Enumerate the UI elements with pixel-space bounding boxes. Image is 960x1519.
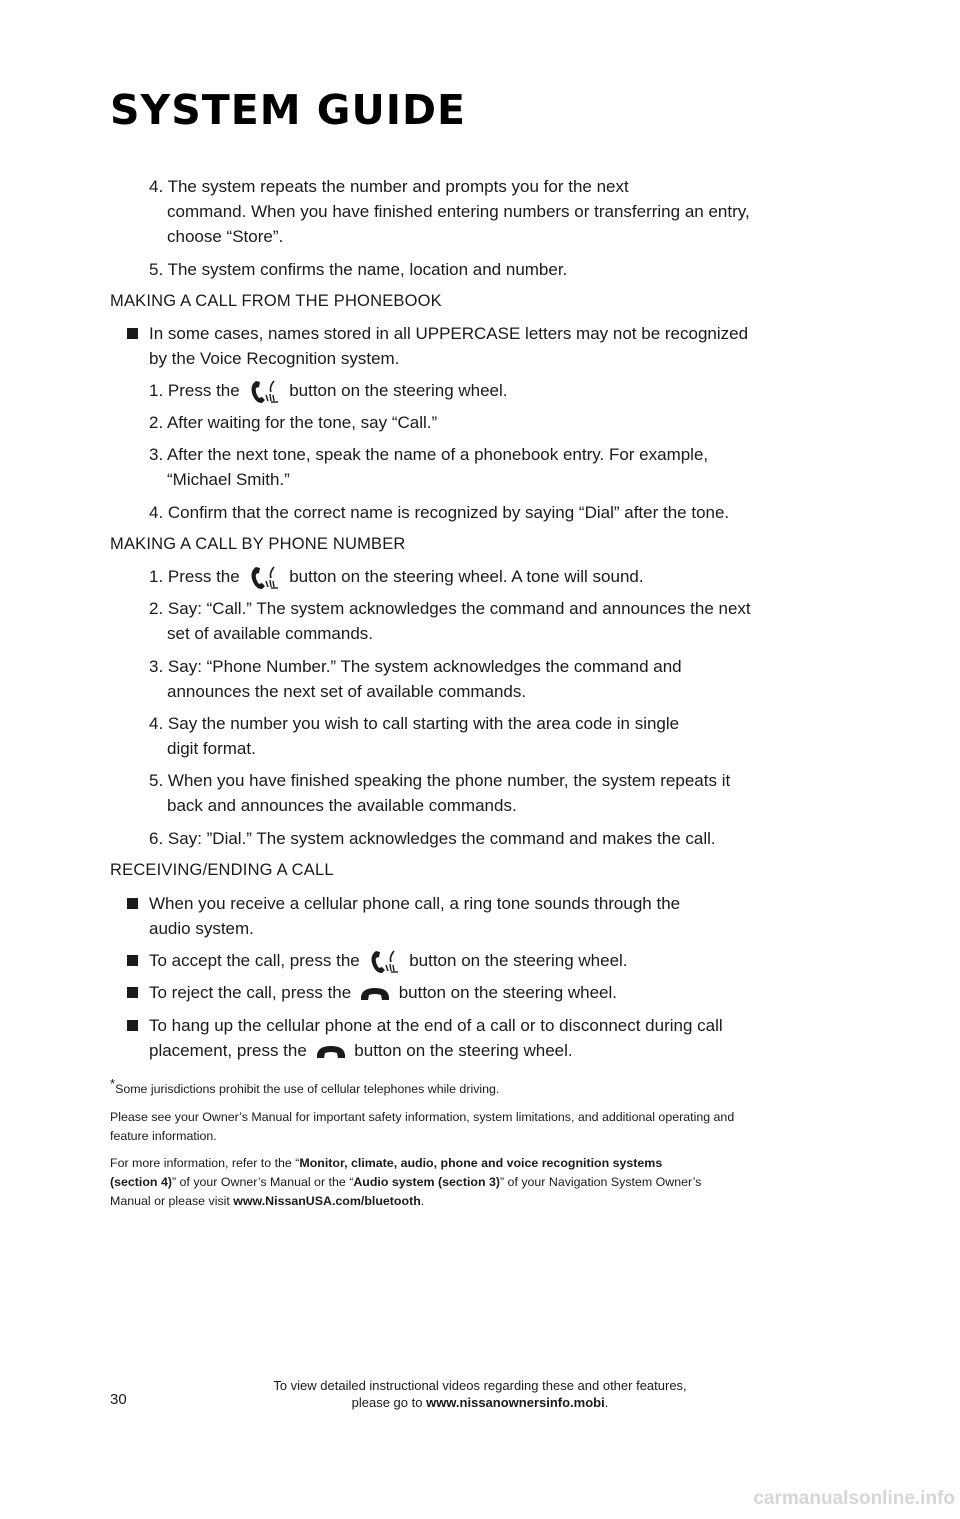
receiving-bullet-3: [149, 980, 617, 1005]
phonebook-step-2: 2. After waiting for the tone, say “Call.”: [149, 413, 438, 432]
phone-number-step-2-line2: set of available commands.: [167, 624, 373, 643]
receiving-bullet-1-line2: audio system.: [149, 919, 254, 938]
note-text: ” of your Owner’s Manual or the “: [171, 1175, 354, 1189]
bullet-marker: [127, 955, 138, 966]
phone-number-step-2-line1: 2. Say: “Call.” The system acknowledges the command and announces the next: [149, 599, 751, 618]
phone-number-step-6: 6. Say: ”Dial.” The system acknowledges the command and makes the call.: [149, 829, 716, 848]
phone-number-step-4-line2: digit format.: [167, 739, 256, 758]
footer-line2: [0, 1394, 960, 1411]
phonebook-step-3-line2: “Michael Smith.”: [167, 470, 290, 489]
step-text: 1. Press the: [149, 567, 240, 586]
phonebook-step-3-line1: 3. After the next tone, speak the name of a phonebook entry. For example,: [149, 445, 709, 464]
note-bold: Audio system (section 3): [353, 1175, 500, 1189]
bullet-text: button on the steering wheel.: [409, 951, 628, 970]
bullet-marker: [127, 898, 138, 909]
phone-number-step-5-line2: back and announces the available commands.: [167, 796, 517, 815]
phonebook-step-1: [149, 378, 508, 405]
phonebook-note-line1: In some cases, names stored in all UPPERCASE letters may not be recognized: [149, 324, 749, 343]
bullet-marker: [127, 328, 138, 339]
store-step-4-line2: command. When you have finished entering numbers or transferring an entry,: [167, 202, 750, 221]
step-text: button on the steering wheel. A tone will sound.: [289, 567, 644, 586]
phonebook-note-line2: by the Voice Recognition system.: [149, 349, 400, 368]
more-info-line2: [110, 1173, 701, 1192]
store-step-4-line1: 4. The system repeats the number and prompts you for the next: [149, 177, 629, 196]
note-bold: (section 4): [110, 1175, 172, 1189]
note-text: Some jurisdictions prohibit the use of cellular telephones while driving.: [115, 1082, 500, 1097]
phone-hangup-icon: [359, 985, 391, 1003]
manual-note-line2: feature information.: [110, 1129, 217, 1143]
phone-talk-icon: [247, 565, 281, 591]
bullet-text: button on the steering wheel.: [354, 1041, 573, 1060]
page-title: SYSTEM GUIDE: [110, 86, 467, 134]
note-text: ” of your Navigation System Owner’s: [499, 1175, 702, 1189]
jurisdiction-note: [110, 1074, 499, 1099]
receiving-bullet-4-line1: To hang up the cellular phone at the end of a call or to disconnect during call: [149, 1016, 723, 1035]
note-text: .: [420, 1194, 425, 1208]
manual-note-line1: Please see your Owner’s Manual for important safety information, system limitations, and additional operating and: [110, 1110, 735, 1124]
bullet-marker: [127, 1020, 138, 1031]
note-text: Manual or please visit: [110, 1194, 234, 1208]
asterisk: *: [110, 1076, 116, 1091]
bullet-text: To accept the call, press the: [149, 951, 360, 970]
bullet-text: placement, press the: [149, 1041, 307, 1060]
phonebook-heading: MAKING A CALL FROM THE PHONEBOOK: [110, 292, 442, 310]
step-text: button on the steering wheel.: [289, 381, 508, 400]
bullet-marker: [127, 987, 138, 998]
phone-talk-icon: [247, 379, 281, 405]
footer-text: .: [604, 1395, 609, 1410]
page-number: 30: [110, 1391, 127, 1408]
store-step-4-line3: choose “Store”.: [167, 227, 284, 246]
receiving-bullet-4-line2: [149, 1038, 573, 1063]
phonebook-step-4: 4. Confirm that the correct name is recognized by saying “Dial” after the tone.: [149, 503, 730, 522]
footer-text: please go to: [351, 1395, 427, 1410]
store-step-5: 5. The system confirms the name, location and number.: [149, 260, 568, 279]
more-info-line3: [110, 1192, 424, 1211]
phone-hangup-icon: [315, 1043, 347, 1061]
owners-info-link[interactable]: www.nissanownersinfo.mobi: [426, 1395, 605, 1410]
receiving-bullet-2: [149, 948, 628, 975]
bluetooth-link[interactable]: www.NissanUSA.com/bluetooth: [233, 1194, 421, 1208]
bullet-text: button on the steering wheel.: [398, 983, 618, 1002]
step-text: 1. Press the: [149, 381, 240, 400]
phone-number-step-1: [149, 564, 644, 591]
phone-number-step-3-line2: announces the next set of available commands.: [167, 682, 527, 701]
note-bold: Monitor, climate, audio, phone and voice recognition systems: [299, 1156, 663, 1170]
note-text: For more information, refer to the “: [110, 1156, 300, 1170]
phone-number-step-5-line1: 5. When you have finished speaking the phone number, the system repeats it: [149, 771, 731, 790]
phone-number-step-3-line1: 3. Say: “Phone Number.” The system acknowledges the command and: [149, 657, 682, 676]
bullet-text: To reject the call, press the: [149, 983, 352, 1002]
receiving-bullet-1-line1: When you receive a cellular phone call, a ring tone sounds through the: [149, 894, 681, 913]
phone-number-step-4-line1: 4. Say the number you wish to call starting with the area code in single: [149, 714, 680, 733]
watermark: carmanualsonline.info: [753, 1488, 955, 1509]
footer-line1: To view detailed instructional videos regarding these and other features,: [273, 1378, 687, 1393]
phone-talk-icon: [367, 949, 401, 975]
phone-number-heading: MAKING A CALL BY PHONE NUMBER: [110, 535, 406, 553]
receiving-heading: RECEIVING/ENDING A CALL: [110, 861, 334, 879]
more-info-line1: [110, 1154, 662, 1173]
